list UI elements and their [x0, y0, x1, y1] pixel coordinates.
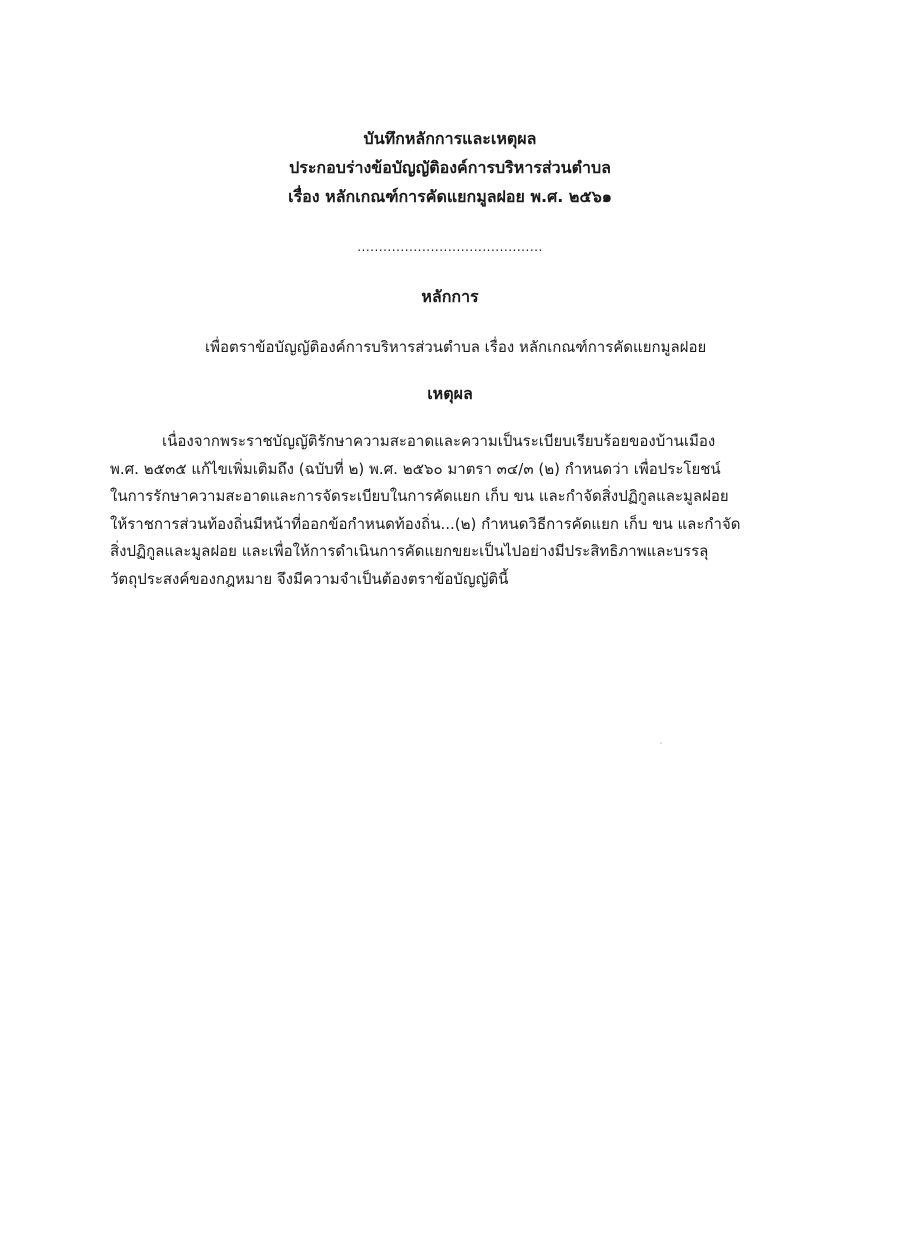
principle-heading: หลักการ [421, 287, 479, 306]
reason-heading: เหตุผล [427, 384, 473, 403]
title-line-1: บันทึกหลักการและเหตุผล [363, 129, 537, 148]
reason-line: สิ่งปฏิกูลและมูลฝอย และเพื่อให้การดำเนินการคัดแยกขยะเป็นไปอย่างมีประสิทธิภาพและบรรลุ [110, 542, 709, 560]
reason-line: ในการรักษาความสะอาดและการจัดระเบียบในการคัดแยก เก็บ ขน และกำจัดสิ่งปฏิกูลและมูลฝอย [110, 487, 729, 505]
scan-speck [660, 742, 662, 744]
title-line-2: ประกอบร่างข้อบัญญัติองค์การบริหารส่วนตำบล [289, 158, 611, 177]
document-title [0, 124, 900, 211]
reason-line: เนื่องจากพระราชบัญญัติรักษาความสะอาดและความเป็นระเบียบเรียบร้อยของบ้านเมือง [162, 432, 716, 450]
reason-line: ให้ราชการส่วนท้องถิ่นมีหน้าที่ออกข้อกำหนดท้องถิ่น...(๒) กำหนดวิธีการคัดแยก เก็บ ขน และกำจัด [110, 514, 741, 533]
reason-line: พ.ศ. ๒๕๓๕ แก้ไขเพิ่มเติมถึง (ฉบับที่ ๒) พ.ศ. ๒๕๖๐ มาตรา ๓๔/๓ (๒) กำหนดว่า เพื่อประโยชน์ [110, 459, 721, 478]
reason-line: วัตถุประสงค์ของกฎหมาย จึงมีความจำเป็นต้องตราข้อบัญญัตินี้ [110, 569, 509, 588]
title-line-3: เรื่อง หลักเกณฑ์การคัดแยกมูลฝอย พ.ศ. ๒๕๖๑ [288, 187, 612, 206]
dotted-separator: ........................................... [357, 240, 543, 254]
reason-paragraph [110, 428, 750, 593]
principle-text: เพื่อตราข้อบัญญัติองค์การบริหารส่วนตำบล เรื่อง หลักเกณฑ์การคัดแยกมูลฝอย [205, 338, 707, 356]
